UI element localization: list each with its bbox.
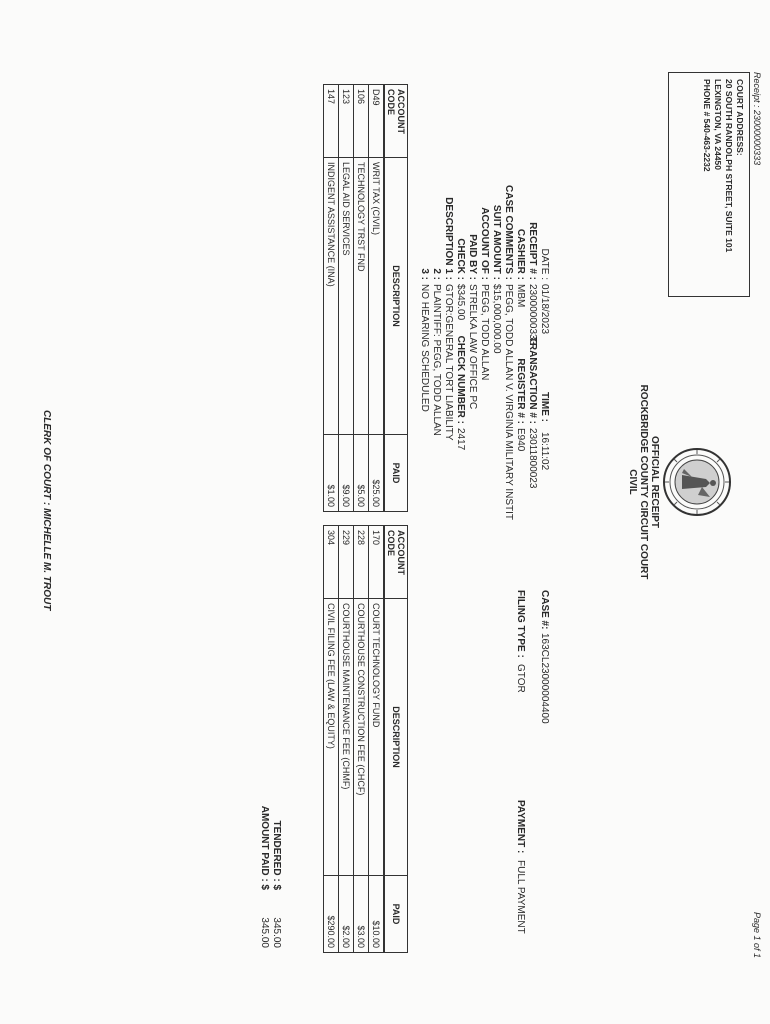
paid-by-value: STRELKA LAW OFFICE PC bbox=[467, 284, 478, 410]
court-address-phone: PHONE # 540-463-2232 bbox=[702, 79, 712, 172]
account-of-label: ACCOUNT OF : bbox=[479, 207, 490, 280]
receipt-number-header: Receipt : 23000000333 bbox=[752, 72, 762, 166]
paid-cell: $9.00 bbox=[339, 435, 354, 512]
description-2-value: PLAINTIFF: PEGG, TODD ALLAN bbox=[431, 284, 442, 436]
table-row bbox=[324, 526, 339, 953]
register-value: E940 bbox=[515, 428, 526, 452]
account-code-cell: 304 bbox=[324, 526, 339, 599]
date-value: 01/18/2023 bbox=[539, 284, 550, 335]
table-row bbox=[369, 526, 385, 953]
account-code-cell: 229 bbox=[339, 526, 354, 599]
description-3-value: NO HEARING SCHEDULED bbox=[419, 284, 430, 412]
account-code-cell: 170 bbox=[369, 526, 385, 599]
paid-cell: $25.00 bbox=[369, 435, 385, 512]
account-code-cell: D49 bbox=[369, 85, 385, 158]
case-comments-value: PEGG, TODD ALLAN V. VIRGINIA MILITARY INSTIT bbox=[503, 284, 514, 521]
description-header: DESCRIPTION bbox=[384, 599, 408, 876]
account-code-cell: 147 bbox=[324, 85, 339, 158]
receipt-value: 23000000333 bbox=[527, 284, 538, 346]
payment-label: PAYMENT : bbox=[515, 800, 526, 854]
transaction-label: TRANSACTION # : bbox=[527, 336, 538, 424]
table-row bbox=[339, 85, 354, 512]
account-code-cell: 106 bbox=[354, 85, 369, 158]
payment-value: FULL PAYMENT bbox=[515, 860, 526, 934]
case-comments-label: CASE COMMENTS : bbox=[503, 185, 514, 280]
date-label: DATE : bbox=[539, 248, 550, 280]
account-code-cell: 123 bbox=[339, 85, 354, 158]
description-cell: CIVIL FILING FEE (LAW & EQUITY) bbox=[324, 599, 339, 876]
court-address-line2: LEXINGTON, VA 24450 bbox=[713, 79, 723, 171]
description-cell: COURTHOUSE CONSTRUCTION FEE (CHCF) bbox=[354, 599, 369, 876]
account-code-header: ACCOUNT CODE bbox=[384, 85, 408, 158]
table-row bbox=[369, 85, 385, 512]
fees-table-left bbox=[323, 84, 408, 512]
table-row bbox=[354, 526, 369, 953]
amount-paid-value: 345.00 bbox=[259, 917, 270, 948]
tendered-label: TENDERED : $ bbox=[271, 820, 282, 890]
paid-header: PAID bbox=[384, 435, 408, 512]
paid-by-label: PAID BY : bbox=[467, 234, 478, 280]
description-1-label: DESCRIPTION 1 : bbox=[443, 197, 454, 280]
description-cell: WRIT TAX (CIVIL) bbox=[369, 158, 385, 435]
check-label: CHECK : bbox=[455, 238, 466, 280]
description-1-value: GTOR:GENERAL TORT LIABILITY bbox=[443, 284, 454, 441]
account-of-value: PEGG, TODD ALLAN bbox=[479, 284, 490, 381]
paid-cell: $1.00 bbox=[324, 435, 339, 512]
table-row bbox=[324, 85, 339, 512]
header-court-name: ROCKBRIDGE COUNTY CIRCUIT COURT bbox=[638, 384, 649, 580]
time-label: TIME : bbox=[539, 392, 550, 422]
paid-cell: $5.00 bbox=[354, 435, 369, 512]
header-division: CIVIL bbox=[627, 469, 638, 495]
paid-cell: $2.00 bbox=[339, 876, 354, 953]
time-value: 16:11:02 bbox=[539, 432, 550, 471]
check-value: $345.00 bbox=[455, 284, 466, 321]
case-number-label: CASE #: bbox=[539, 590, 550, 630]
header-official-receipt: OFFICIAL RECEIPT bbox=[649, 435, 660, 529]
court-address-box bbox=[668, 72, 750, 297]
cashier-label: CASHIER : bbox=[515, 228, 526, 280]
cashier-value: MBM bbox=[515, 284, 526, 308]
court-address-label: COURT ADDRESS: bbox=[735, 79, 745, 156]
fees-table-right bbox=[323, 525, 408, 953]
paid-header: PAID bbox=[384, 876, 408, 953]
court-seal-icon bbox=[662, 447, 732, 517]
suit-amount-label: SUIT AMOUNT : bbox=[491, 204, 502, 280]
description-cell: COURTHOUSE MAINTENANCE FEE (CHMF) bbox=[339, 599, 354, 876]
amount-paid-label: AMOUNT PAID : $ bbox=[259, 805, 270, 890]
fees-table-left-header bbox=[384, 85, 408, 512]
filing-type-label: FILING TYPE : bbox=[515, 590, 526, 658]
account-code-header: ACCOUNT CODE bbox=[384, 526, 408, 599]
court-address-line1: 20 SOUTH RANDOLPH STREET, SUITE 101 bbox=[724, 79, 734, 253]
transaction-value: 23011800023 bbox=[527, 428, 538, 489]
table-row bbox=[354, 85, 369, 512]
clerk-of-court: CLERK OF COURT : MICHELLE M. TROUT bbox=[41, 410, 52, 611]
account-code-cell: 228 bbox=[354, 526, 369, 599]
description-header: DESCRIPTION bbox=[384, 158, 408, 435]
description-3-label: 3 : bbox=[419, 268, 430, 280]
description-cell: INDIGENT ASSISTANCE (INA) bbox=[324, 158, 339, 435]
page-indicator: Page 1 of 1 bbox=[752, 912, 762, 959]
description-cell: COURT TECHNOLOGY FUND bbox=[369, 599, 385, 876]
check-number-value: 2417 bbox=[455, 428, 466, 451]
receipt-label: RECEIPT # : bbox=[527, 222, 538, 280]
paid-cell: $290.00 bbox=[324, 876, 339, 953]
table-row bbox=[339, 526, 354, 953]
description-cell: LEGAL AID SERVICES bbox=[339, 158, 354, 435]
fees-table-right-header bbox=[384, 526, 408, 953]
register-label: REGISTER # : bbox=[515, 358, 526, 424]
check-number-label: CHECK NUMBER : bbox=[455, 335, 466, 424]
description-2-label: 2 : bbox=[431, 268, 442, 280]
paid-cell: $10.00 bbox=[369, 876, 385, 953]
paid-cell: $3.00 bbox=[354, 876, 369, 953]
tendered-value: 345.00 bbox=[271, 917, 282, 948]
description-cell: TECHNOLOGY TRST FND bbox=[354, 158, 369, 435]
case-number-value: 163CL23000004400 bbox=[539, 633, 550, 724]
filing-type-value: GTOR bbox=[515, 664, 526, 693]
suit-amount-value: $15,000,000.00 bbox=[491, 284, 502, 354]
